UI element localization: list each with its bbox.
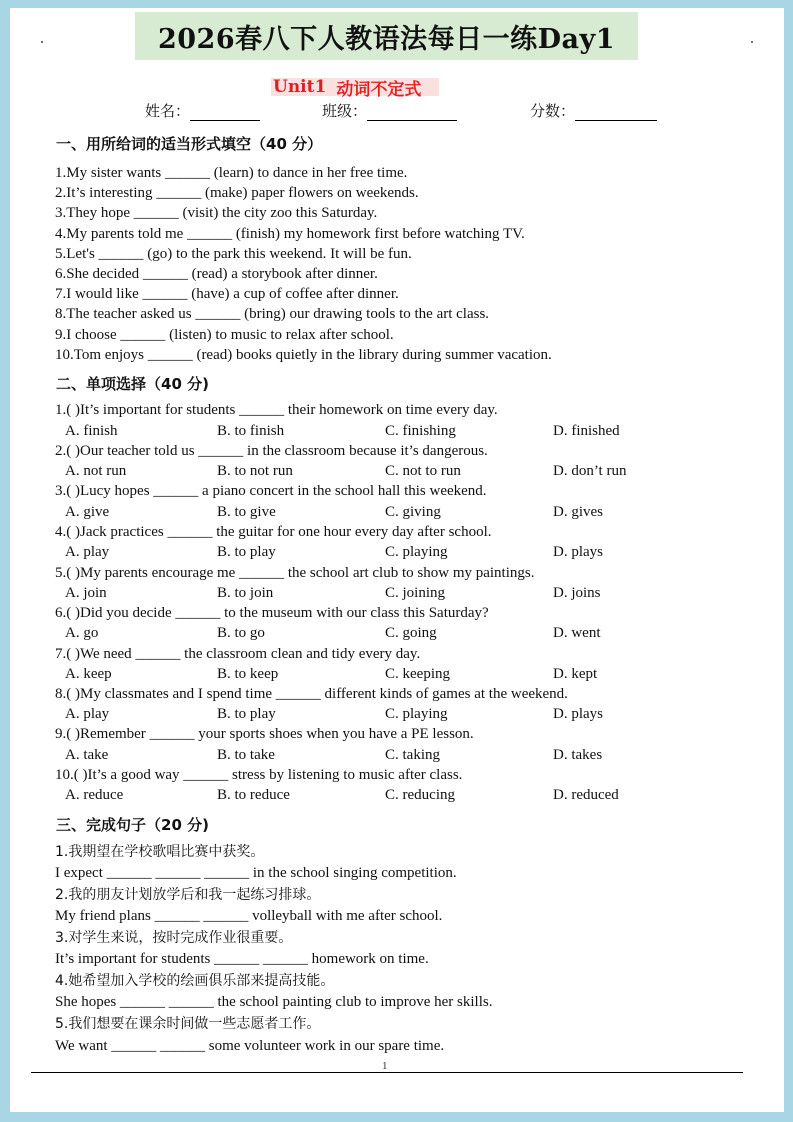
mc-option-d: D. finished [553, 423, 620, 439]
mc-option-c: C. keeping [385, 666, 450, 682]
corner-dot [751, 41, 753, 43]
mc-option-b: B. to not run [217, 463, 293, 479]
score-field [530, 100, 657, 121]
sentence-english: She hopes ______ ______ the school painting club to improve her skills. [55, 994, 493, 1010]
page-title: 2026春八下人教语法每日一练Day1 [135, 12, 638, 60]
sentence-english: I expect ______ ______ ______ in the school singing competition. [55, 865, 457, 881]
mc-option-b: B. to reduce [217, 787, 290, 803]
mc-question: 6.( )Did you decide ______ to the museum with our class this Saturday? [55, 605, 489, 621]
mc-question: 3.( )Lucy hopes ______ a piano concert in the school hall this weekend. [55, 483, 487, 499]
mc-question: 5.( )My parents encourage me ______ the school art club to show my paintings. [55, 565, 535, 581]
unit-banner [271, 77, 439, 100]
fill-item: 7.I would like ______ (have) a cup of coffee after dinner. [55, 286, 399, 302]
mc-option-c: C. joining [385, 585, 446, 601]
page-number: 1 [382, 1060, 388, 1072]
class-blank[interactable] [367, 106, 457, 121]
section3-heading: 三、完成句子（20 分) [56, 816, 209, 834]
fill-item: 6.She decided ______ (read) a storybook after dinner. [55, 266, 378, 282]
sentence-chinese: 1.我期望在学校歌唱比赛中获奖。 [55, 844, 265, 860]
mc-question: 4.( )Jack practices ______ the guitar for one hour every day after school. [55, 524, 492, 540]
mc-option-b: B. to play [217, 706, 276, 722]
section1-heading: 一、用所给词的适当形式填空（40 分） [56, 135, 323, 153]
mc-question: 8.( )My classmates and I spend time ______ different kinds of games at the weekend. [55, 686, 568, 702]
mc-option-d: D. don’t run [553, 463, 627, 479]
fill-item: 1.My sister wants ______ (learn) to dance in her free time. [55, 165, 408, 181]
footer-divider [31, 1072, 743, 1073]
mc-option-a: A. reduce [65, 787, 124, 803]
mc-option-b: B. to play [217, 544, 276, 560]
class-field [322, 100, 457, 121]
mc-option-b: B. to join [217, 585, 274, 601]
mc-option-b: B. to take [217, 747, 275, 763]
mc-option-c: C. reducing [385, 787, 455, 803]
mc-option-d: D. plays [553, 544, 603, 560]
mc-option-a: A. keep [65, 666, 112, 682]
mc-option-a: A. not run [65, 463, 127, 479]
mc-option-c: C. giving [385, 504, 441, 520]
mc-option-c: C. playing [385, 706, 448, 722]
mc-option-a: A. give [65, 504, 110, 520]
fill-item: 3.They hope ______ (visit) the city zoo this Saturday. [55, 205, 378, 221]
mc-option-a: A. finish [65, 423, 118, 439]
mc-option-d: D. kept [553, 666, 598, 682]
mc-question: 10.( )It’s a good way ______ stress by listening to music after class. [55, 767, 463, 783]
name-field [145, 100, 260, 121]
class-label: 班级： [322, 102, 368, 120]
mc-option-d: D. joins [553, 585, 601, 601]
sentence-chinese: 4.她希望加入学校的绘画俱乐部来提高技能。 [55, 973, 335, 989]
mc-option-b: B. to finish [217, 423, 285, 439]
mc-option-a: A. join [65, 585, 107, 601]
corner-dot [41, 41, 43, 43]
mc-option-b: B. to keep [217, 666, 279, 682]
mc-question: 7.( )We need ______ the classroom clean and tidy every day. [55, 646, 421, 662]
mc-option-b: B. to give [217, 504, 276, 520]
mc-option-c: C. playing [385, 544, 448, 560]
unit-topic: 动词不定式 [336, 79, 422, 100]
mc-option-c: C. going [385, 625, 437, 641]
mc-option-d: D. went [553, 625, 601, 641]
fill-item: 9.I choose ______ (listen) to music to relax after school. [55, 327, 394, 343]
mc-option-c: C. finishing [385, 423, 456, 439]
fill-item: 10.Tom enjoys ______ (read) books quietly in the library during summer vacation. [55, 347, 552, 363]
score-blank[interactable] [575, 106, 657, 121]
mc-question: 2.( )Our teacher told us ______ in the classroom because it’s dangerous. [55, 443, 488, 459]
mc-option-a: A. go [65, 625, 99, 641]
sentence-english: We want ______ ______ some volunteer work in our spare time. [55, 1038, 445, 1054]
mc-option-d: D. plays [553, 706, 603, 722]
mc-option-a: A. take [65, 747, 109, 763]
sentence-chinese: 2.我的朋友计划放学后和我一起练习排球。 [55, 887, 321, 903]
mc-option-a: A. play [65, 544, 110, 560]
fill-item: 5.Let's ______ (go) to the park this weekend. It will be fun. [55, 246, 412, 262]
mc-option-a: A. play [65, 706, 110, 722]
mc-option-d: D. gives [553, 504, 603, 520]
sentence-chinese: 3.对学生来说，按时完成作业很重要。 [55, 930, 293, 946]
mc-option-d: D. takes [553, 747, 603, 763]
unit-label: Unit1 [273, 77, 327, 97]
score-label: 分数： [530, 102, 576, 120]
mc-option-c: C. taking [385, 747, 440, 763]
fill-item: 4.My parents told me ______ (finish) my homework first before watching TV. [55, 226, 525, 242]
fill-item: 2.It’s interesting ______ (make) paper flowers on weekends. [55, 185, 419, 201]
mc-option-b: B. to go [217, 625, 265, 641]
mc-question: 9.( )Remember ______ your sports shoes when you have a PE lesson. [55, 726, 474, 742]
sentence-chinese: 5.我们想要在课余时间做一些志愿者工作。 [55, 1016, 321, 1032]
mc-question: 1.( )It’s important for students ______ their homework on time every day. [55, 402, 498, 418]
fill-item: 8.The teacher asked us ______ (bring) our drawing tools to the art class. [55, 306, 490, 322]
sentence-english: It’s important for students ______ ______ homework on time. [55, 951, 429, 967]
name-blank[interactable] [190, 106, 260, 121]
name-label: 姓名： [145, 102, 191, 120]
mc-option-d: D. reduced [553, 787, 619, 803]
sentence-english: My friend plans ______ ______ volleyball with me after school. [55, 908, 443, 924]
mc-option-c: C. not to run [385, 463, 461, 479]
section2-heading: 二、单项选择（40 分) [56, 375, 209, 393]
